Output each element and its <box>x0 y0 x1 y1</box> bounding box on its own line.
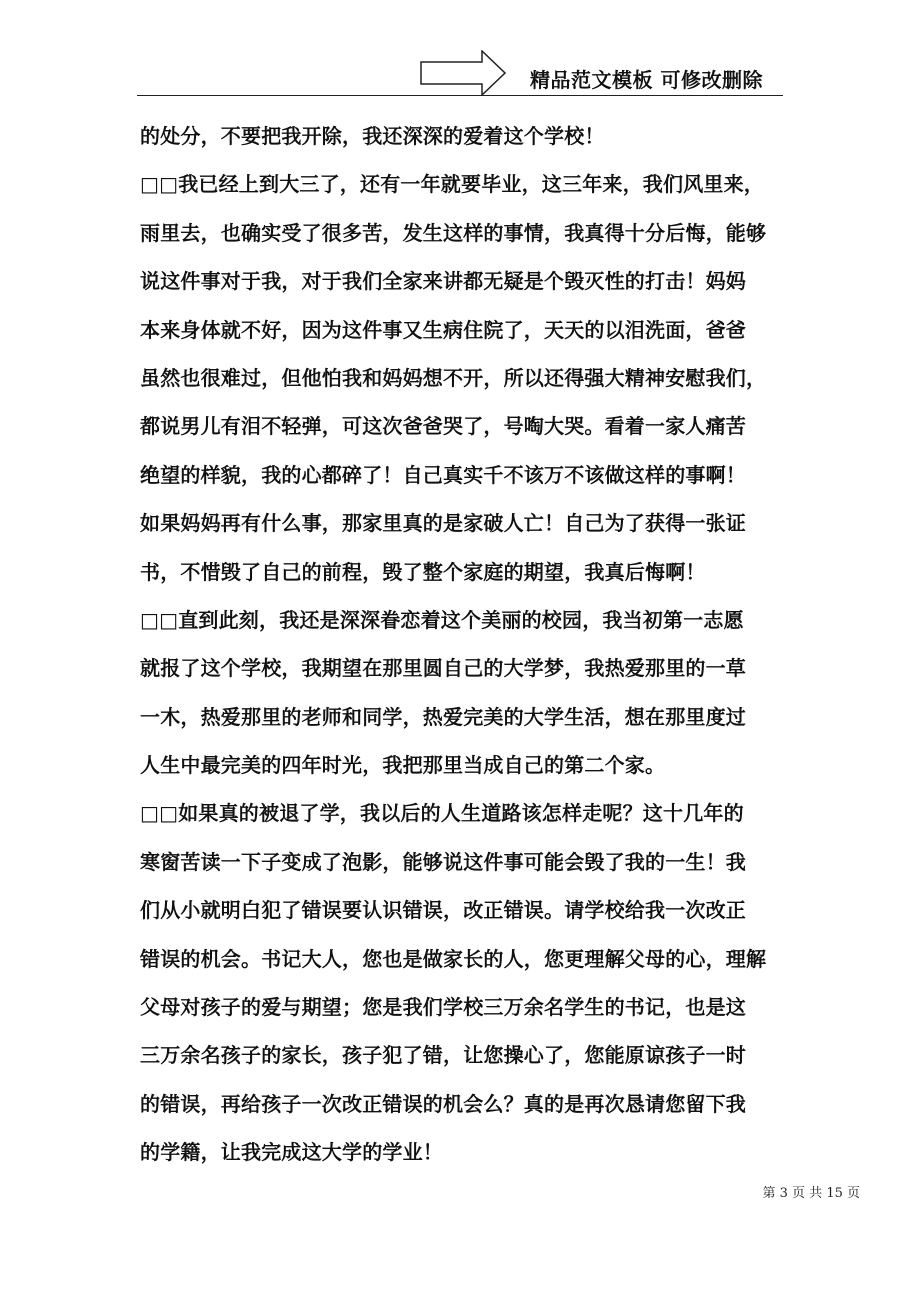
text-line: 寒窗苦读一下子变成了泡影，能够说这件事可能会毁了我的一生！我 <box>140 849 746 874</box>
text-line: □□我已经上到大三了，还有一年就要毕业，这三年来，我们风里来， <box>140 172 764 197</box>
text-line: 的错误，再给孩子一次改正错误的机会么？真的是再次恳请您留下我 <box>140 1091 746 1116</box>
text-line: 父母对孩子的爱与期望；您是我们学校三万余名学生的书记，也是这 <box>140 995 746 1020</box>
text-line: 如果妈妈再有什么事，那家里真的是家破人亡！自己为了获得一张证 <box>140 511 746 536</box>
text-line: 雨里去，也确实受了很多苦，发生这样的事情，我真得十分后悔，能够 <box>140 220 767 245</box>
text-line: 书，不惜毁了自己的前程，毁了整个家庭的期望，我真后悔啊！ <box>140 559 706 584</box>
text-line: □□如果真的被退了学，我以后的人生道路该怎样走呢？这十几年的 <box>140 801 744 826</box>
page-header <box>0 0 920 100</box>
text-line: 一木，热爱那里的老师和同学，热爱完美的大学生活，想在那里度过 <box>140 704 746 729</box>
header-divider <box>137 95 783 96</box>
text-line: 都说男儿有泪不轻弹，可这次爸爸哭了，号啕大哭。看着一家人痛苦 <box>140 414 746 439</box>
text-line: 人生中最完美的四年时光，我把那里当成自己的第二个家。 <box>140 753 666 778</box>
text-line: 说这件事对于我，对于我们全家来讲都无疑是个毁灭性的打击！妈妈 <box>140 269 746 294</box>
text-line: 虽然也很难过，但他怕我和妈妈想不开，所以还得强大精神安慰我们， <box>140 365 767 390</box>
header-title: 精品范文模板 可修改删除 <box>530 68 763 92</box>
right-arrow-outline-icon <box>420 50 506 96</box>
text-line: □□直到此刻，我还是深深眷恋着这个美丽的校园，我当初第一志愿 <box>140 607 744 632</box>
text-line: 本来身体就不好，因为这件事又生病住院了，天天的以泪洗面，爸爸 <box>140 317 746 342</box>
text-line: 三万余名孩子的家长，孩子犯了错，让您操心了，您能原谅孩子一时 <box>140 1043 746 1068</box>
text-line: 们从小就明白犯了错误要认识错误，改正错误。请学校给我一次改正 <box>140 898 746 923</box>
text-line: 错误的机会。书记大人，您也是做家长的人，您更理解父母的心，理解 <box>140 946 767 971</box>
text-line: 就报了这个学校，我期望在那里圆自己的大学梦，我热爱那里的一草 <box>140 656 746 681</box>
document-body <box>140 112 785 1177</box>
text-line: 的学籍，让我完成这大学的学业！ <box>140 1140 443 1165</box>
text-line: 绝望的样貌，我的心都碎了！自己真实千不该万不该做这样的事啊！ <box>140 462 746 487</box>
text-line: 的处分，不要把我开除，我还深深的爱着这个学校！ <box>140 124 605 148</box>
page-number: 第 3 页 共 15 页 <box>762 1186 860 1201</box>
